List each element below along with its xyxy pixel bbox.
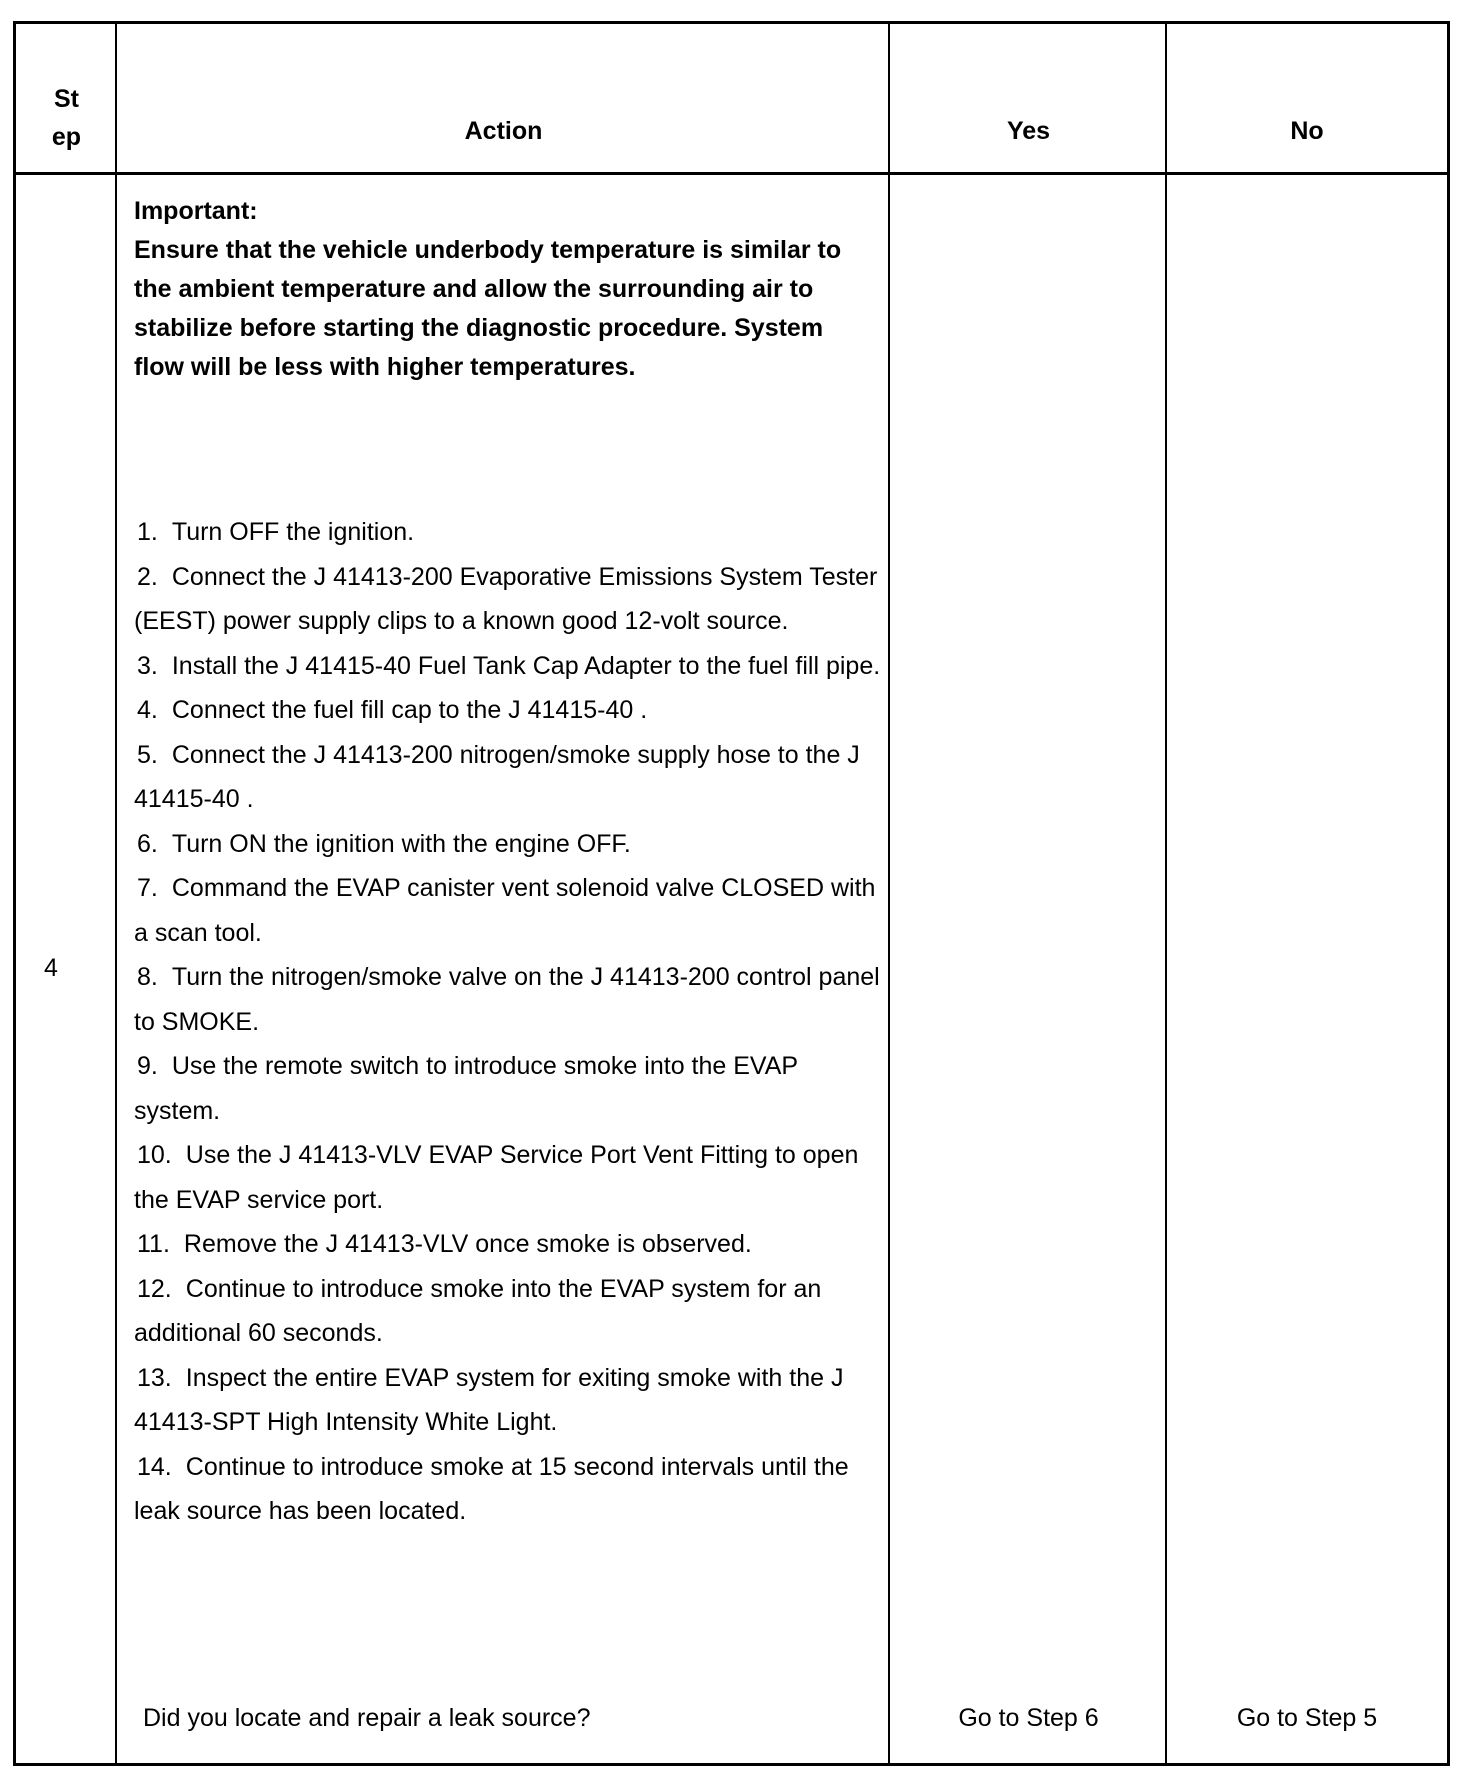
column-divider (115, 24, 117, 1763)
step-item-number: 5. (137, 740, 158, 769)
step-item-text: Use the J 41413-VLV EVAP Service Port Vent Fitting to open the EVAP service port. (134, 1141, 859, 1214)
procedure-step (134, 1044, 884, 1133)
step-item-text: Turn the nitrogen/smoke valve on the J 41413-200 control panel to SMOKE. (134, 963, 880, 1036)
step-item-number: 8. (137, 963, 158, 991)
step-item-text: Use the remote switch to introduce smoke into the EVAP system. (134, 1052, 798, 1125)
step-item-number: 2. (137, 562, 158, 591)
step-item-number: 3. (137, 651, 158, 680)
step-item-text: Connect the J 41413-200 nitrogen/smoke supply hose to the J 41415-40 . (134, 740, 860, 813)
procedure-step (134, 1356, 884, 1445)
step-item-text: Command the EVAP canister vent solenoid valve CLOSED with a scan tool. (134, 874, 876, 947)
procedure-step (134, 1445, 884, 1534)
step-item-number: 13. (137, 1363, 172, 1392)
procedure-step (134, 510, 884, 555)
procedure-step (134, 1222, 884, 1267)
header-step-part2: ep (51, 123, 82, 151)
header-no: No (1290, 117, 1324, 145)
step-item-text: Connect the J 41413-200 Evaporative Emissions System Tester (EEST) power supply clips to a known good 12-volt source. (134, 562, 878, 635)
step-item-text: Inspect the entire EVAP system for exiting smoke with the J 41413-SPT High Intensity White Light. (134, 1363, 844, 1436)
procedure-step (134, 822, 884, 867)
header-step-part1: St (54, 85, 79, 113)
header-yes: Yes (1006, 117, 1051, 145)
procedure-steps (134, 510, 884, 1534)
step-item-text: Continue to introduce smoke into the EVAP system for an additional 60 seconds. (134, 1274, 822, 1347)
procedure-step (134, 955, 884, 1044)
step-item-number: 12. (137, 1274, 172, 1303)
procedure-step (134, 688, 884, 733)
step-item-number: 11. (137, 1230, 170, 1258)
step-number: 4 (44, 954, 58, 982)
step-item-number: 9. (137, 1052, 158, 1080)
important-label: Important: (134, 197, 258, 225)
procedure-step (134, 1267, 884, 1356)
procedure-step (134, 1133, 884, 1222)
procedure-step (134, 644, 884, 689)
question: Did you locate and repair a leak source? (143, 1704, 591, 1732)
step-item-number: 10. (137, 1141, 172, 1169)
procedure-step (134, 555, 884, 644)
column-divider (888, 24, 890, 1763)
step-item-number: 7. (137, 874, 158, 902)
procedure-step (134, 866, 884, 955)
step-item-text: Remove the J 41413-VLV once smoke is observed. (183, 1230, 752, 1258)
step-item-text: Turn OFF the ignition. (171, 518, 415, 546)
header-action: Action (464, 117, 543, 145)
step-item-number: 6. (137, 829, 158, 858)
step-item-number: 1. (137, 518, 158, 546)
important-note (134, 192, 874, 387)
important-text: Ensure that the vehicle underbody temperature is similar to the ambient temperature and allow the surrounding air to stabilize before starting the diagnostic procedure. System flow will be less with higher temperatures. (134, 236, 842, 381)
procedure-step (134, 733, 884, 822)
step-item-text: Continue to introduce smoke at 15 second intervals until the leak source has been located. (134, 1452, 849, 1525)
yes-answer: Go to Step 6 (958, 1704, 1099, 1732)
diagnostic-table (13, 21, 1450, 1766)
step-item-text: Connect the fuel fill cap to the J 41415-40 . (171, 696, 648, 724)
header-step (16, 80, 117, 156)
no-answer: Go to Step 5 (1236, 1704, 1378, 1732)
step-item-text: Turn ON the ignition with the engine OFF. (171, 829, 631, 858)
step-item-text: Install the J 41415-40 Fuel Tank Cap Adapter to the fuel fill pipe. (171, 651, 881, 680)
step-item-number: 14. (137, 1452, 172, 1481)
column-divider (1165, 24, 1167, 1763)
step-item-number: 4. (137, 696, 158, 724)
header-divider (16, 172, 1447, 175)
